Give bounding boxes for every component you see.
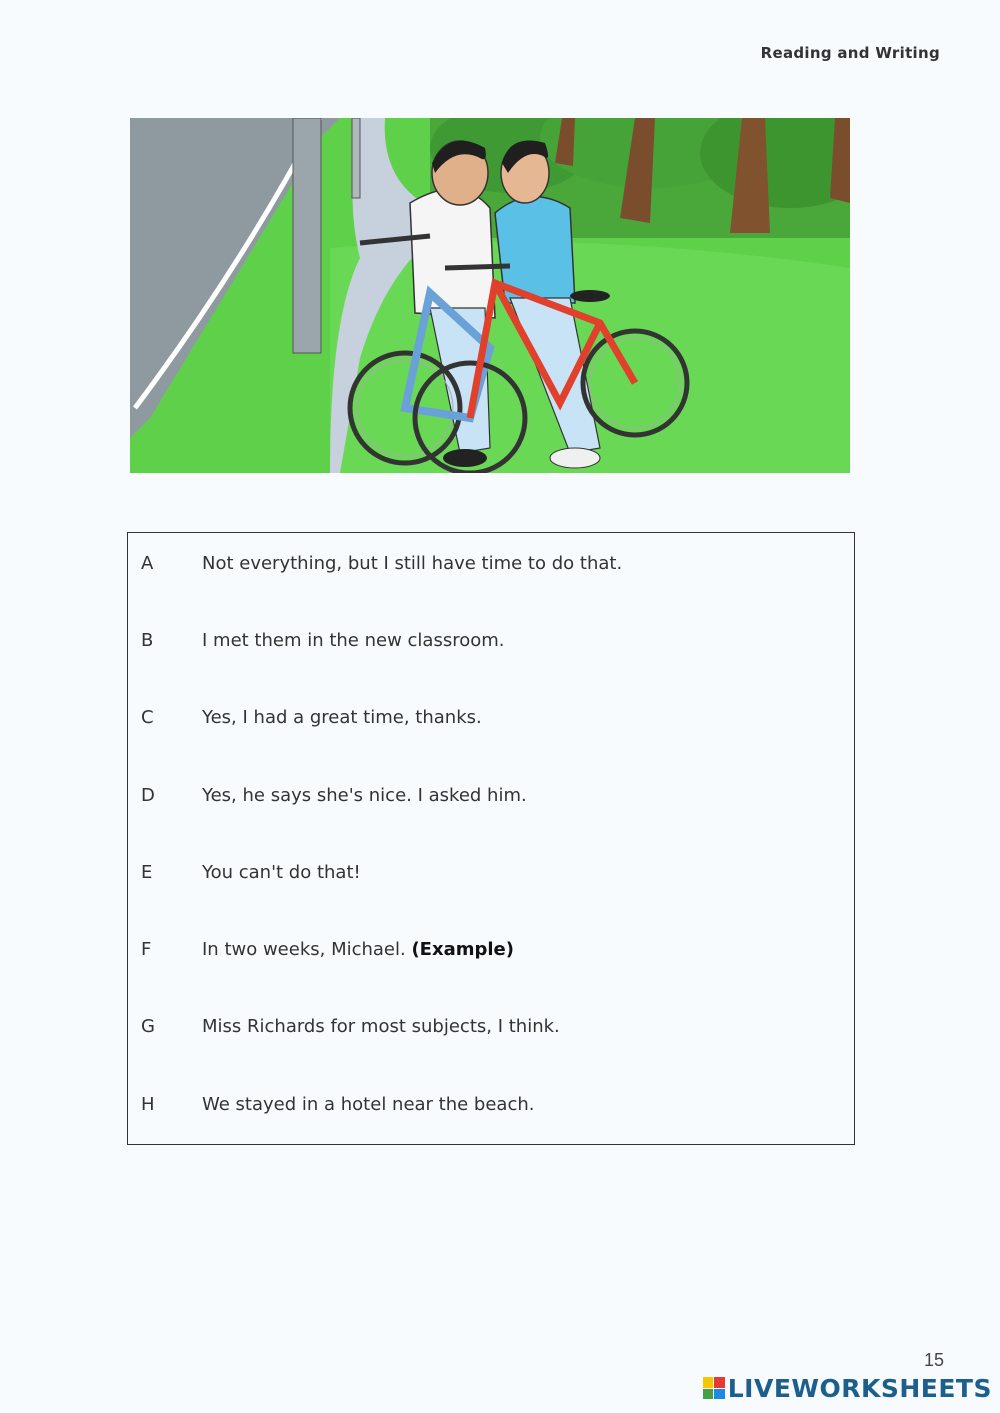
option-letter: G (141, 1016, 155, 1037)
option-letter: A (141, 553, 154, 574)
option-text: Miss Richards for most subjects, I think. (202, 1016, 560, 1037)
section-header: Reading and Writing (760, 44, 940, 62)
option-d (128, 777, 854, 817)
option-text: In two weeks, Michael. (Example) (202, 939, 514, 960)
option-letter: F (141, 939, 152, 960)
liveworksheets-logo[interactable] (703, 1373, 992, 1403)
option-text: Yes, he says she's nice. I asked him. (202, 785, 527, 806)
option-g (128, 1008, 854, 1048)
option-letter: C (141, 707, 154, 728)
option-b (128, 622, 854, 662)
option-text: Not everything, but I still have time to do that. (202, 553, 623, 574)
option-text: Yes, I had a great time, thanks. (202, 707, 482, 728)
option-c (128, 699, 854, 739)
option-letter: D (141, 785, 155, 806)
option-a (128, 545, 854, 585)
option-letter: E (141, 862, 153, 883)
page-number: 15 (923, 1350, 944, 1370)
option-letter: B (141, 630, 154, 651)
option-text: We stayed in a hotel near the beach. (202, 1094, 535, 1115)
option-text: You can't do that! (202, 862, 361, 883)
answer-options-box (127, 532, 855, 1145)
option-f (128, 931, 854, 971)
illustration-svg (130, 118, 850, 473)
option-text: I met them in the new classroom. (202, 630, 505, 651)
option-letter: H (141, 1094, 155, 1115)
option-h (128, 1086, 854, 1126)
option-e (128, 854, 854, 894)
liveworksheets-logo-icon (703, 1377, 725, 1399)
example-label: (Example) (411, 939, 514, 960)
two-boys-with-bicycles-illustration (130, 118, 850, 473)
brand-name: LIVEWORKSHEETS (727, 1373, 992, 1403)
